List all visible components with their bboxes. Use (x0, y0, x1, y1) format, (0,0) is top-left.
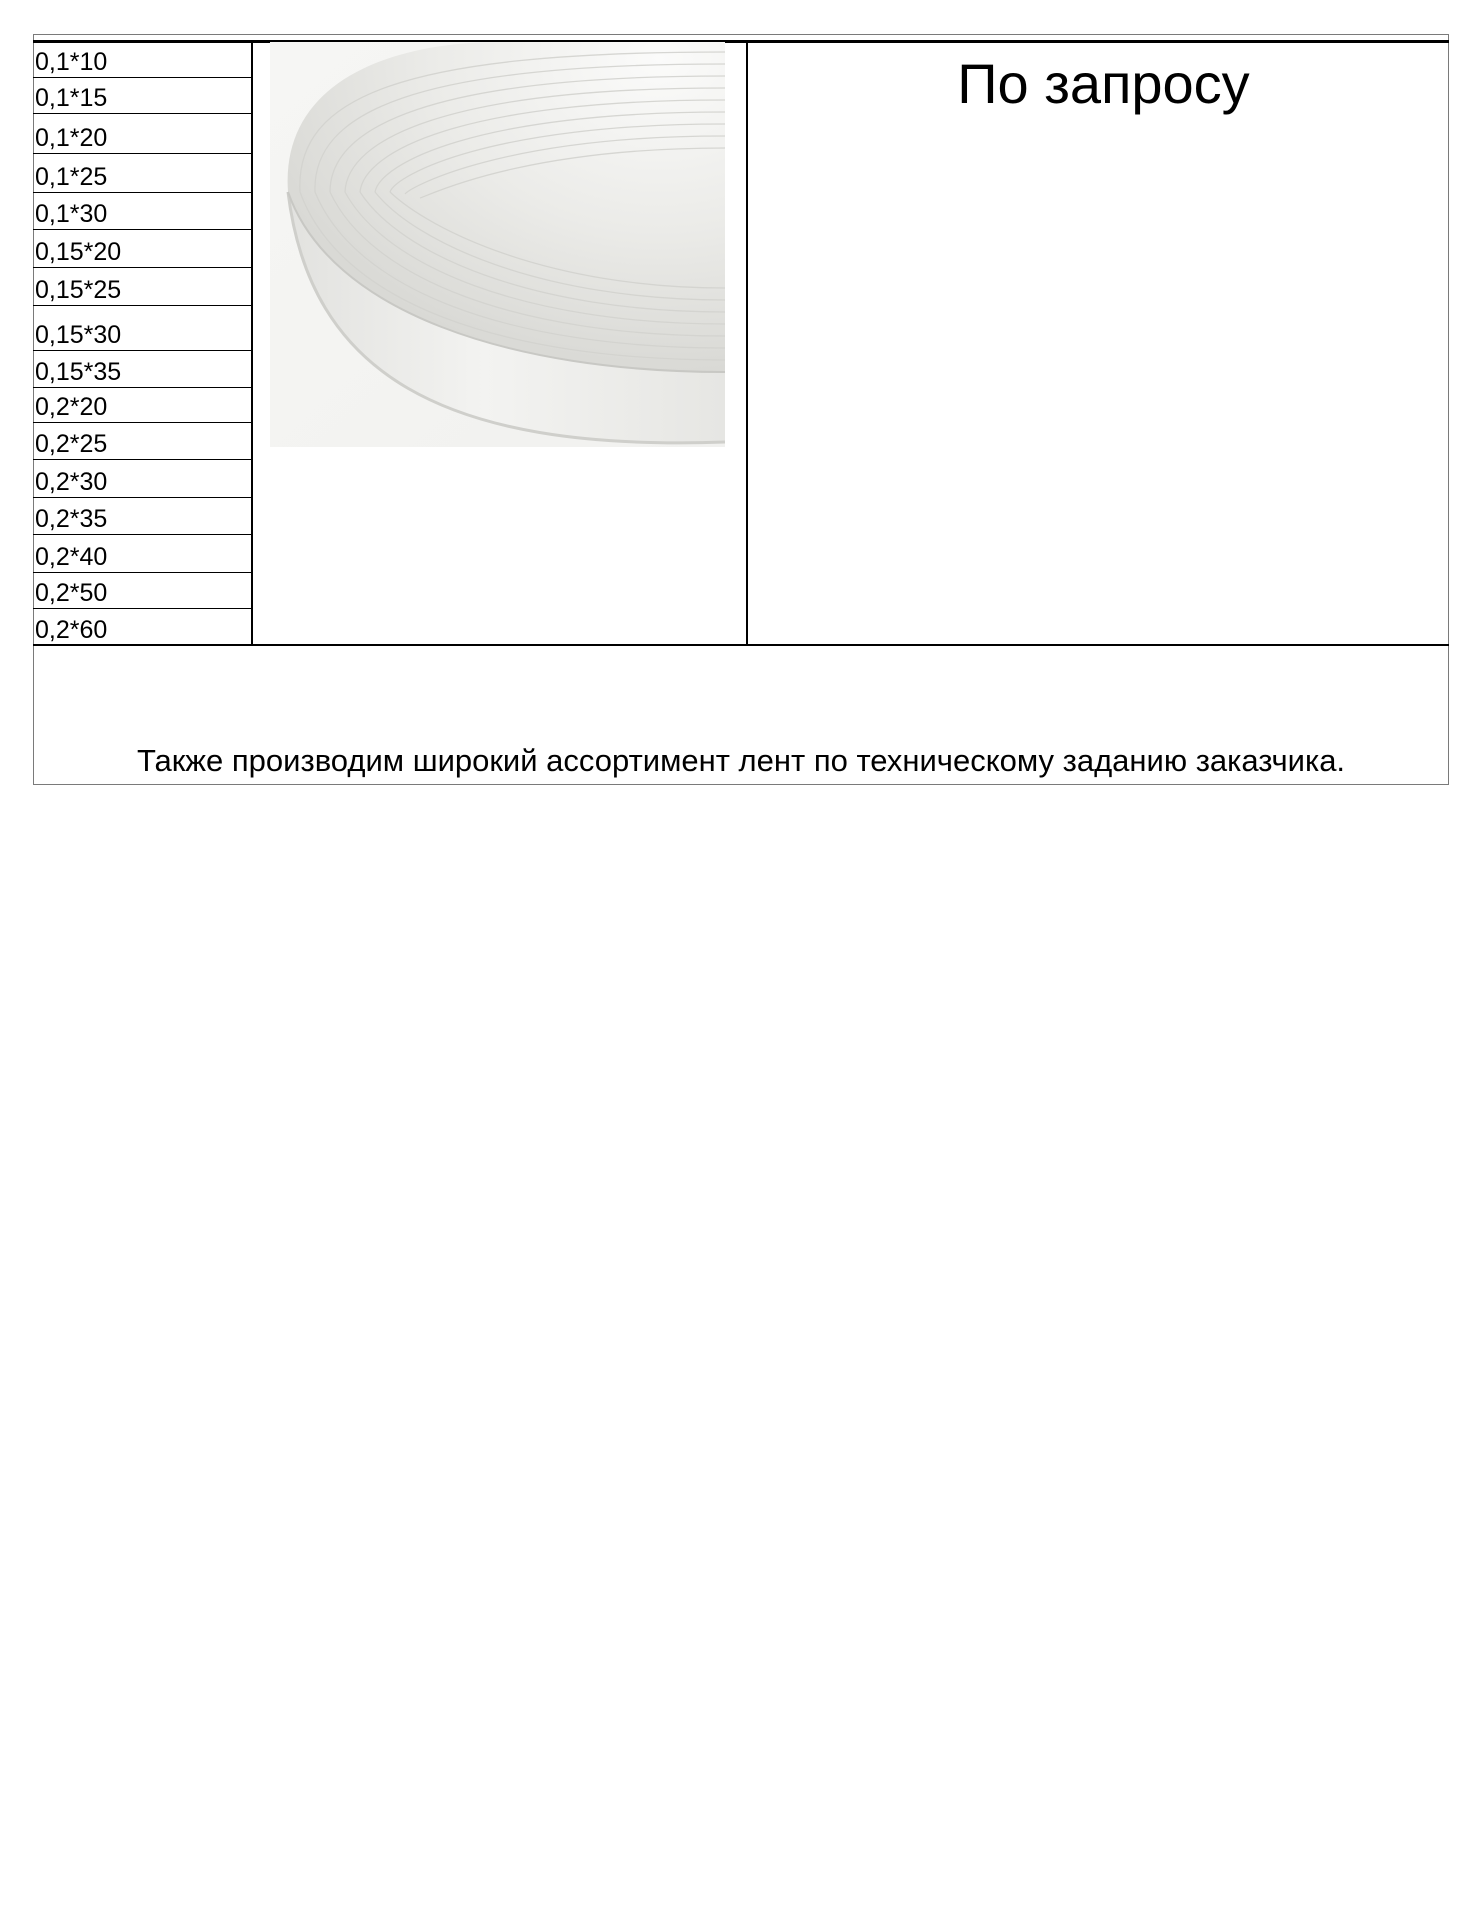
size-cell: 0,2*20 (33, 388, 251, 423)
size-cell: 0,1*15 (33, 78, 251, 114)
image-column (253, 42, 748, 645)
size-cell: 0,2*50 (33, 573, 251, 609)
size-column (33, 42, 253, 645)
size-cell: 0,2*25 (33, 423, 251, 460)
size-cell: 0,2*30 (33, 460, 251, 498)
tape-roll-image (270, 42, 725, 447)
size-cell: 0,2*35 (33, 498, 251, 535)
size-cell: 0,2*60 (35, 616, 108, 644)
size-cell: 0,1*30 (33, 193, 251, 230)
price-column (748, 42, 1449, 645)
size-cell: 0,15*25 (33, 268, 251, 306)
size-cell: 0,1*10 (33, 42, 251, 78)
size-cell: 0,1*20 (33, 114, 251, 154)
footer-note: Также производим широкий ассортимент лент по техническому заданию заказчика. (136, 743, 1346, 778)
size-cell: 0,15*30 (33, 306, 251, 351)
table-middle-rule (33, 644, 1449, 646)
size-cell: 0,15*35 (33, 351, 251, 388)
size-cell: 0,2*40 (33, 535, 251, 573)
price-on-request: По запросу (957, 52, 1250, 115)
size-cell: 0,1*25 (33, 154, 251, 193)
size-cell: 0,15*20 (33, 230, 251, 268)
